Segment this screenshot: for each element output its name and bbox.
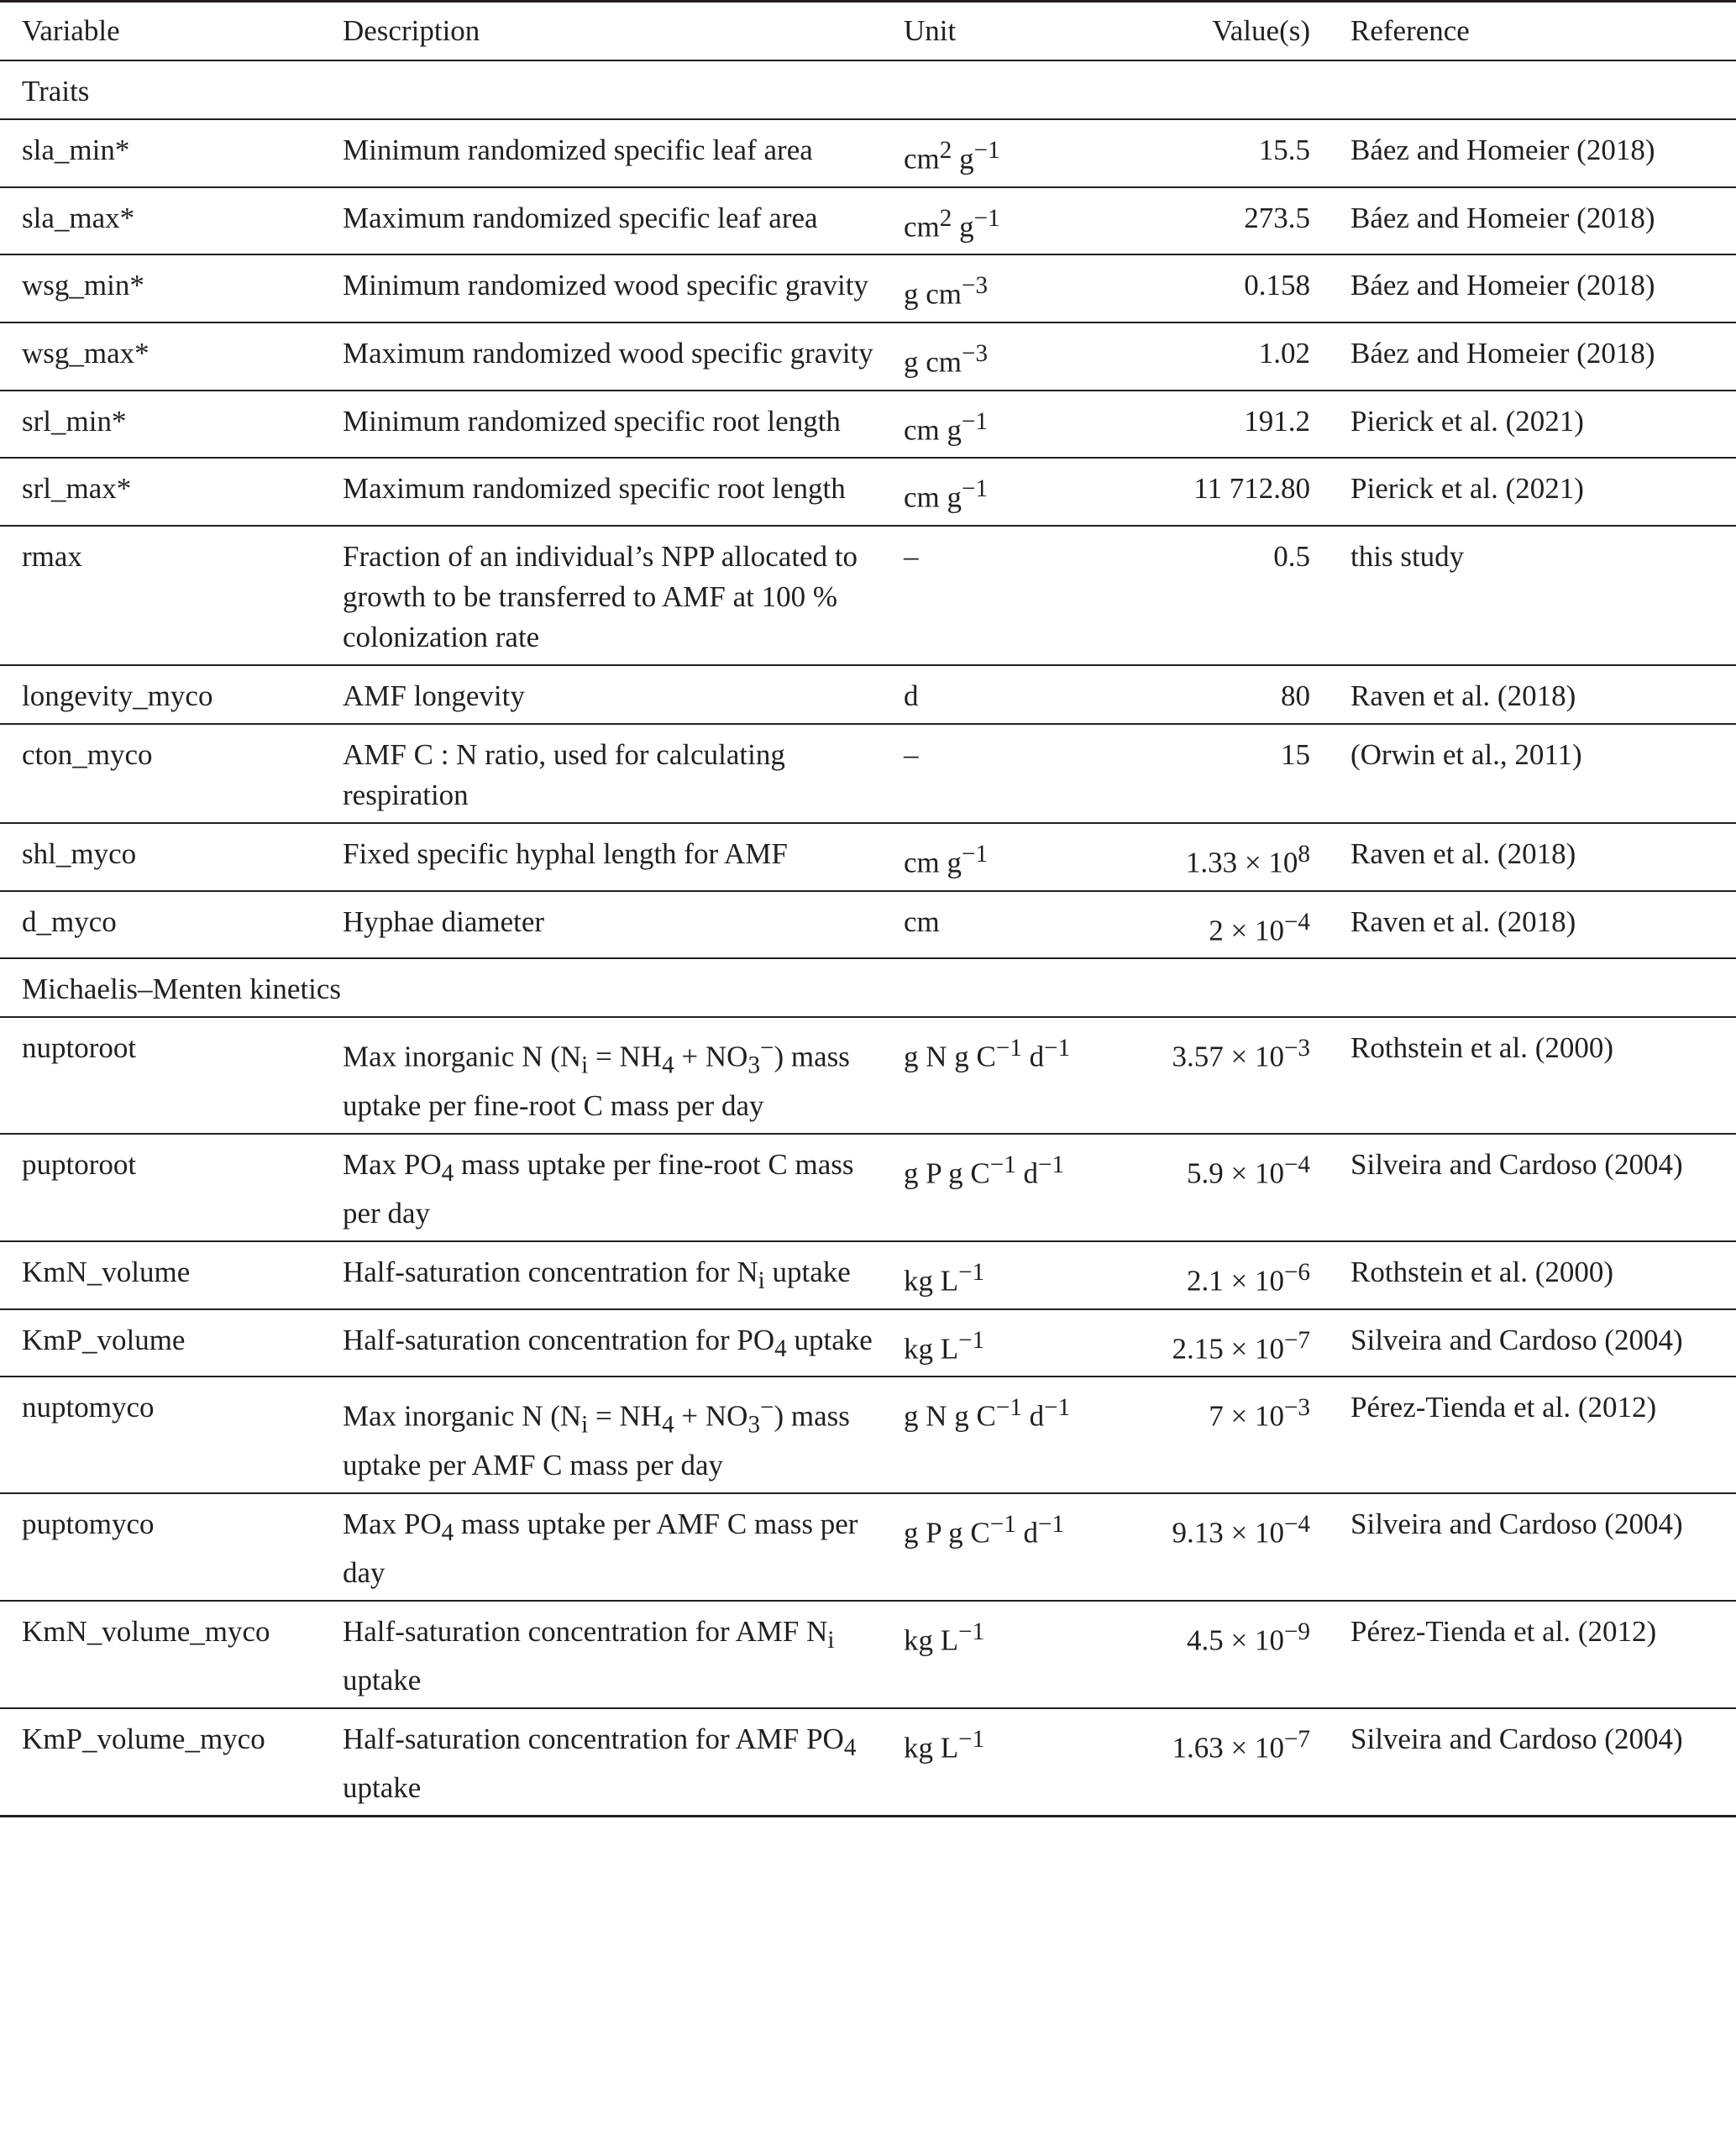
header-variable: Variable — [0, 2, 319, 61]
cell-description: Maximum randomized specific root length — [319, 458, 873, 526]
cell-description: Half-saturation concentration for $PO_4$ uptake — [319, 1309, 873, 1377]
cell-description: Hyphae diameter — [319, 891, 873, 959]
cell-description: Minimum randomized wood specific gravity — [319, 254, 873, 322]
cell-reference: Báez and Homeier (2018) — [1319, 322, 1736, 391]
cell-value: $1.33 \times 10^8$ — [1100, 823, 1319, 891]
cell-reference: Silveira and Cardoso (2004) — [1319, 1708, 1736, 1817]
cell-variable: d_myco — [0, 891, 319, 959]
cell-value: $7 \times 10^{-3}$ — [1100, 1377, 1319, 1493]
cell-reference: Báez and Homeier (2018) — [1319, 187, 1736, 255]
cell-unit: kg $L^{-1}$ — [873, 1708, 1100, 1817]
header-description: Description — [319, 2, 873, 61]
cell-reference: Silveira and Cardoso (2004) — [1319, 1493, 1736, 1601]
table-header — [0, 2, 1736, 61]
cell-variable: cton_myco — [0, 724, 319, 823]
cell-variable: shl_myco — [0, 823, 319, 891]
cell-reference: Pérez-Tienda et al. (2012) — [1319, 1601, 1736, 1708]
cell-variable: srl_max* — [0, 458, 319, 526]
cell-variable: puptoroot — [0, 1134, 319, 1241]
table-row — [0, 391, 1736, 459]
header-reference: Reference — [1319, 2, 1736, 61]
cell-reference: (Orwin et al., 2011) — [1319, 724, 1736, 823]
cell-unit: g N g $C^{-1}$ $d^{-1}$ — [873, 1017, 1100, 1134]
cell-value: $2 \times 10^{-4}$ — [1100, 891, 1319, 959]
cell-description: Minimum randomized specific leaf area — [319, 119, 873, 187]
table-row — [0, 665, 1736, 724]
cell-description: AMF C : N ratio, used for calculating respiration — [319, 724, 873, 823]
cell-description: Half-saturation concentration for AMF $PO_4$ uptake — [319, 1708, 873, 1817]
table-row — [0, 254, 1736, 322]
table-row — [0, 823, 1736, 891]
cell-description: Fixed specific hyphal length for AMF — [319, 823, 873, 891]
table-row — [0, 1601, 1736, 1708]
cell-variable: rmax — [0, 526, 319, 665]
cell-reference: Silveira and Cardoso (2004) — [1319, 1134, 1736, 1241]
cell-unit: cm — [873, 891, 1100, 959]
cell-description: Half-saturation concentration for AMF $N_i$ uptake — [319, 1601, 873, 1708]
cell-description: AMF longevity — [319, 665, 873, 724]
table-row — [0, 1134, 1736, 1241]
cell-value: 1.02 — [1100, 322, 1319, 391]
cell-description: Max inorganic N $(N_i = NH_4 + NO_3^-)$ mass uptake per fine-root C mass per day — [319, 1017, 873, 1134]
cell-variable: sla_min* — [0, 119, 319, 187]
cell-reference: Pierick et al. (2021) — [1319, 458, 1736, 526]
cell-unit: g N g $C^{-1}$ $d^{-1}$ — [873, 1377, 1100, 1493]
cell-variable: sla_max* — [0, 187, 319, 255]
cell-unit: cm $g^{-1}$ — [873, 391, 1100, 459]
cell-reference: Silveira and Cardoso (2004) — [1319, 1309, 1736, 1377]
table-body — [0, 60, 1736, 1816]
table-row — [0, 119, 1736, 187]
cell-reference: this study — [1319, 526, 1736, 665]
cell-value: 0.5 — [1100, 526, 1319, 665]
table-row — [0, 1708, 1736, 1817]
cell-reference: Raven et al. (2018) — [1319, 823, 1736, 891]
cell-variable: KmP_volume_myco — [0, 1708, 319, 1817]
cell-variable: wsg_min* — [0, 254, 319, 322]
cell-unit: – — [873, 526, 1100, 665]
cell-unit: kg $L^{-1}$ — [873, 1601, 1100, 1708]
cell-variable: wsg_max* — [0, 322, 319, 391]
cell-description: Max inorganic N $(N_i = NH_4 + NO_3^-)$ mass uptake per AMF C mass per day — [319, 1377, 873, 1493]
cell-variable: KmN_volume — [0, 1241, 319, 1309]
header-values: Value(s) — [1100, 2, 1319, 61]
cell-value: 191.2 — [1100, 391, 1319, 459]
cell-unit: cm $g^{-1}$ — [873, 823, 1100, 891]
table-row — [0, 526, 1736, 665]
cell-description: Max $PO_4$ mass uptake per fine-root C mass per day — [319, 1134, 873, 1241]
cell-value: $3.57 \times 10^{-3}$ — [1100, 1017, 1319, 1134]
cell-unit: kg $L^{-1}$ — [873, 1309, 1100, 1377]
cell-variable: KmN_volume_myco — [0, 1601, 319, 1708]
table-row — [0, 1309, 1736, 1377]
cell-reference: Báez and Homeier (2018) — [1319, 119, 1736, 187]
cell-value: 80 — [1100, 665, 1319, 724]
cell-value: $2.15 \times 10^{-7}$ — [1100, 1309, 1319, 1377]
section-row-traits — [0, 60, 1736, 119]
section-label: Michaelis–Menten kinetics — [0, 958, 1736, 1017]
cell-description: Fraction of an individual’s NPP allocated to growth to be transferred to AMF at 100 % colonization rate — [319, 526, 873, 665]
table-row — [0, 1017, 1736, 1134]
section-row-michaelis-menten — [0, 958, 1736, 1017]
table-row — [0, 891, 1736, 959]
cell-variable: puptomyco — [0, 1493, 319, 1601]
cell-value: $1.63 \times 10^{-7}$ — [1100, 1708, 1319, 1817]
cell-variable: srl_min* — [0, 391, 319, 459]
cell-unit: $cm^2$ $g^{-1}$ — [873, 119, 1100, 187]
cell-variable: KmP_volume — [0, 1309, 319, 1377]
table-row — [0, 458, 1736, 526]
table-row — [0, 322, 1736, 391]
cell-description: Max $PO_4$ mass uptake per AMF C mass per day — [319, 1493, 873, 1601]
table-row — [0, 187, 1736, 255]
header-unit: Unit — [873, 2, 1100, 61]
cell-description: Maximum randomized wood specific gravity — [319, 322, 873, 391]
cell-value: 11 712.80 — [1100, 458, 1319, 526]
cell-unit: $cm^2$ $g^{-1}$ — [873, 187, 1100, 255]
table-row — [0, 1241, 1736, 1309]
cell-variable: nuptomyco — [0, 1377, 319, 1493]
cell-reference: Raven et al. (2018) — [1319, 665, 1736, 724]
cell-description: Half-saturation concentration for $N_i$ uptake — [319, 1241, 873, 1309]
cell-unit: g P g $C^{-1}$ $d^{-1}$ — [873, 1134, 1100, 1241]
cell-value: 15.5 — [1100, 119, 1319, 187]
cell-reference: Raven et al. (2018) — [1319, 891, 1736, 959]
table-row — [0, 1493, 1736, 1601]
header-row — [0, 2, 1736, 61]
cell-reference: Pérez-Tienda et al. (2012) — [1319, 1377, 1736, 1493]
cell-value: $9.13 \times 10^{-4}$ — [1100, 1493, 1319, 1601]
cell-unit: g P g $C^{-1}$ $d^{-1}$ — [873, 1493, 1100, 1601]
cell-unit: g $cm^{-3}$ — [873, 254, 1100, 322]
cell-reference: Pierick et al. (2021) — [1319, 391, 1736, 459]
cell-unit: g $cm^{-3}$ — [873, 322, 1100, 391]
cell-description: Maximum randomized specific leaf area — [319, 187, 873, 255]
cell-reference: Rothstein et al. (2000) — [1319, 1241, 1736, 1309]
cell-variable: nuptoroot — [0, 1017, 319, 1134]
cell-reference: Rothstein et al. (2000) — [1319, 1017, 1736, 1134]
cell-value: 273.5 — [1100, 187, 1319, 255]
table-row — [0, 724, 1736, 823]
cell-unit: kg $L^{-1}$ — [873, 1241, 1100, 1309]
table-row — [0, 1377, 1736, 1493]
cell-value: $5.9 \times 10^{-4}$ — [1100, 1134, 1319, 1241]
cell-description: Minimum randomized specific root length — [319, 391, 873, 459]
cell-value: 0.158 — [1100, 254, 1319, 322]
cell-value: $2.1 \times 10^{-6}$ — [1100, 1241, 1319, 1309]
cell-unit: – — [873, 724, 1100, 823]
cell-value: 15 — [1100, 724, 1319, 823]
cell-variable: longevity_myco — [0, 665, 319, 724]
cell-unit: d — [873, 665, 1100, 724]
cell-reference: Báez and Homeier (2018) — [1319, 254, 1736, 322]
cell-unit: cm $g^{-1}$ — [873, 458, 1100, 526]
section-label: Traits — [0, 60, 1736, 119]
cell-value: $4.5 \times 10^{-9}$ — [1100, 1601, 1319, 1708]
